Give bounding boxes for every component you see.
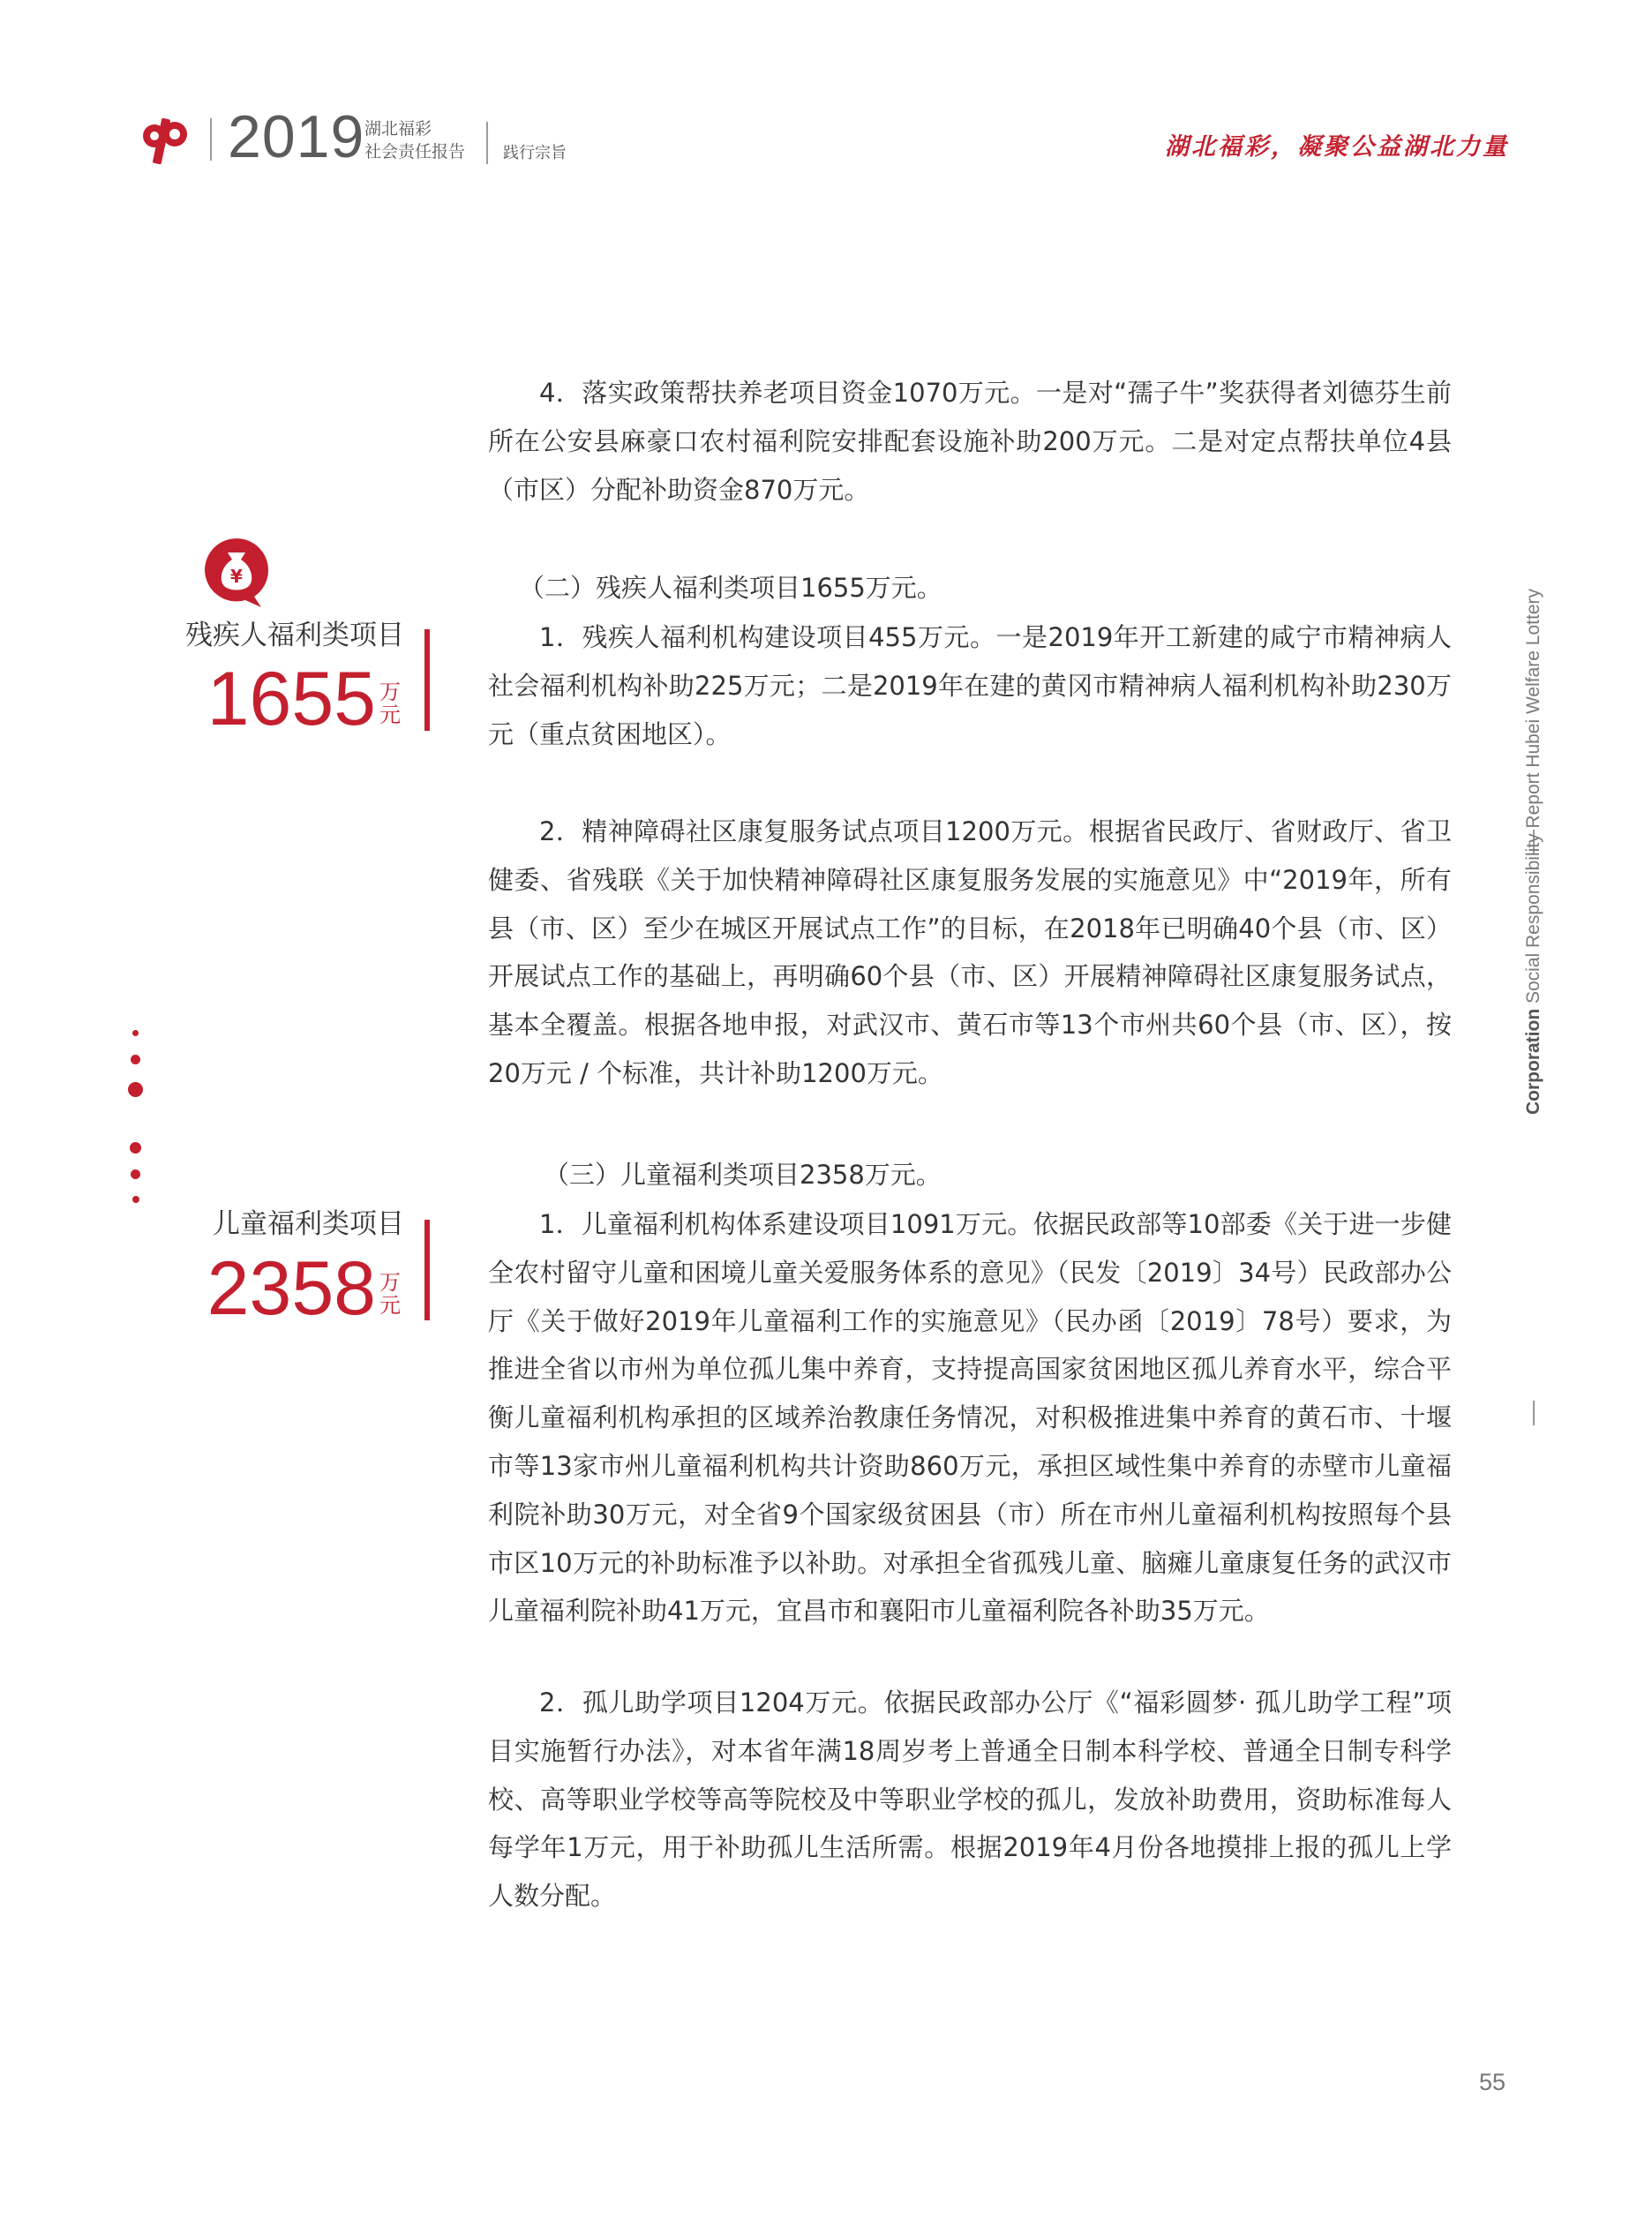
paragraph-disability-institutions: 1．残疾人福利机构建设项目455万元。一是2019年开工新建的咸宁市精神病人社会福利机构补助225万元；二是2019年在建的黄冈市精神病人福利机构补助230万元（重点贫困地区）。 [488,622,1452,749]
stat-label-children: 儿童福利类项目 [213,1208,404,1240]
stat-unit-disability [377,680,403,726]
report-year: 2019 [228,103,365,170]
vertical-report-title-text [1522,589,1545,1115]
nav-dot [130,1142,141,1154]
subtitle-line-1: 湖北福彩 [364,119,432,139]
stat-unit-children [377,1271,403,1317]
unit-top: 万 [379,1270,401,1295]
slogan: 湖北福彩，凝聚公益湖北力量 [1165,133,1509,161]
section-title: 践行宗旨 [503,144,567,162]
stat-label-disability: 残疾人福利类项目 [185,620,404,651]
section-heading-disability: （二）残疾人福利类项目1655万元。 [519,573,942,603]
header-divider [210,118,212,161]
subtitle-line-2: 社会责任报告 [364,142,466,162]
unit-bottom: 元 [379,1293,401,1318]
nav-dot [132,1030,139,1036]
header-divider [486,122,488,164]
paragraph-child-welfare: 1．儿童福利机构体系建设项目1091万元。依据民政部等10部委《关于进一步健全农村留守儿童和困境儿童关爱服务体系的意见》（民发〔2019〕34号）民政部办公厅《关于做好2019年儿童福利工作的实施意见》（民办函〔2019〕78号）要求，为推进全省以市州为单位孤儿集中养育，支持提高国家贫困地区孤儿养育水平，综合平衡儿童福利机构承担的区域养治教康任务情况，对积极推进集中养育的黄石市、十堰市等13家市州儿童福利机构共计资助860万元，承担区域性集中养育的赤壁市儿童福利院补助30万元，对全省9个国家级贫困县（市）所在市州儿童福利机构按照每个县市区10万元的补助标准予以补助。对承担全省孤残儿童、脑瘫儿童康复任务的武汉市儿童福利院补助41万元，宜昌市和襄阳市儿童福利院各补助35万元。 [488,1209,1452,1627]
stat-accent-bar [424,1220,430,1320]
vertical-title-rest: Social Responsibility Report Hubei Welfare Lottery [1523,589,1543,1009]
paragraph-mental-rehab: 2．精神障碍社区康复服务试点项目1200万元。根据省民政厅、省财政厅、省卫健委、省残联《关于加快精神障碍社区康复服务发展的实施意见》中“2019年，所有县（市、区）至少在城区开展试点工作”的目标，在2018年已明确40个县（市、区）开展试点工作的基础上，再明确60个县（市、区）开展精神障碍社区康复服务试点，基本全覆盖。根据各地申报，对武汉市、黄石市等13个市州共60个县（市、区），按20万元 / 个标准，共计补助1200万元。 [488,816,1453,1088]
nav-dot [128,1082,143,1097]
section-heading-children: （三）儿童福利类项目2358万元。 [544,1160,942,1190]
unit-bottom: 元 [379,703,401,727]
side-divider [1533,1401,1535,1425]
vertical-title-bold: Corporation [1523,1008,1543,1115]
yuan-glyph: ¥ [230,566,243,587]
stat-value-disability: 1655 [206,657,376,741]
paragraph-elderly-support: 4．落实政策帮扶养老项目资金1070万元。一是对“孺子牛”奖获得者刘德芬生前所在公安县麻豪口农村福利院安排配套设施补助200万元。二是对定点帮扶单位4县（市区）分配补助资金870万元。 [488,378,1452,505]
stat-accent-bar [424,629,430,731]
report-subtitle [364,117,465,163]
unit-top: 万 [379,680,401,704]
stat-value-children: 2358 [206,1246,376,1331]
nav-dot [131,1055,140,1064]
nav-dot [132,1196,139,1203]
money-bag-icon [199,533,274,607]
nav-dot [131,1169,140,1179]
page-number: 55 [1479,2069,1506,2095]
cwl-logo-icon [139,115,191,168]
paragraph-orphan-education: 2．孤儿助学项目1204万元。依据民政部办公厅《“福彩圆梦· 孤儿助学工程”项目实施暂行办法》，对本省年满18周岁考上普通全日制本科学校、普通全日制专科学校、高等职业学校等高等院校及中等职业学校的孤儿，发放补助费用，资助标准每人每学年1万元，用于补助孤儿生活所需。根据2019年4月份各地摸排上报的孤儿上学人数分配。 [488,1688,1452,1912]
